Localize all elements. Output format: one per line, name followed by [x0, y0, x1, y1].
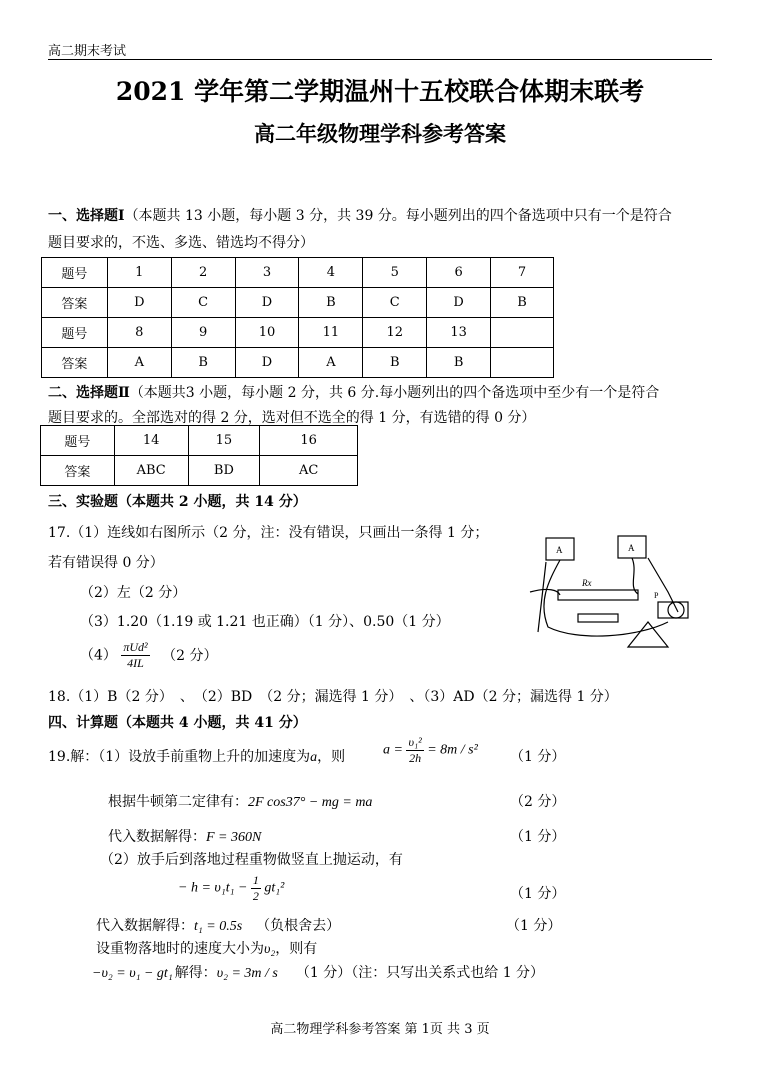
section2-line1: [48, 382, 659, 402]
table-row: [41, 456, 358, 486]
answer-cell: B: [171, 348, 235, 378]
q19-score-4: （1 分）: [510, 886, 566, 902]
answer-cell: [491, 318, 554, 348]
slide-rheostat: [558, 590, 638, 600]
q19-last-res: υ₂ = 3m / s: [216, 966, 278, 981]
q17-resistivity-fraction: [121, 640, 149, 671]
q19-v2-line: [96, 938, 317, 958]
section2-heading: 二、选择题Ⅱ: [48, 385, 130, 401]
answer-cell: A: [299, 348, 363, 378]
answer-cell: D: [235, 288, 299, 318]
q19-then: ，则: [317, 749, 346, 765]
q19-score-1: （1 分）: [510, 749, 566, 765]
battery: [578, 614, 618, 622]
answer-cell: 16: [260, 426, 358, 456]
q19-last-note: （1 分）（注：只写出关系式也给 1 分）: [295, 965, 545, 981]
q17-fraction-numerator: πUd²: [123, 640, 148, 654]
sub-title: 高二年级物理学科参考答案: [254, 121, 506, 146]
section3-heading: 三、实验题（本题共 2 小题，共 14 分）: [48, 494, 307, 510]
answer-cell: 4: [299, 258, 363, 288]
section4-heading: 四、计算题（本题共 4 小题，共 41 分）: [48, 715, 307, 731]
section2-desc-2: 题目要求的。全部选对的得 2 分，选对但不选全的得 1 分，有选错的得 0 分）: [48, 410, 536, 426]
q19-sub1-eq: F = 360N: [206, 830, 262, 845]
q17-part2: （2）左（2 分）: [80, 585, 187, 601]
q19-eq1-num: υ₁²: [408, 735, 422, 749]
p-label: P: [654, 591, 659, 600]
answer-cell: 12: [363, 318, 427, 348]
q18-answer: 18.（1）B（2 分） 、 （2）BD （2 分；漏选得 1 分） 、（3）AD（2 分；漏选得 1 分）: [48, 689, 618, 705]
q17-line2: 若有错误得 0 分）: [48, 555, 164, 571]
q19-newton-eq: 2F cos37° − mg = ma: [248, 795, 373, 810]
answer-cell: 13: [427, 318, 491, 348]
q19-last-line: [92, 962, 544, 982]
q19-eq1-fraction: [406, 735, 423, 766]
q19-score-3: （1 分）: [510, 829, 566, 845]
q19-var-a: a: [310, 750, 318, 765]
section1-desc-2: 题目要求的，不选、多选、错选均不得分）: [48, 235, 314, 251]
row-label-cell: 题号: [42, 258, 108, 288]
answer-cell: BD: [188, 456, 260, 486]
answer-cell: 1: [107, 258, 171, 288]
answer-cell: 15: [188, 426, 260, 456]
q19-intro-line: [48, 746, 345, 766]
q19-sub2-eq: t₁ = 0.5s: [194, 919, 243, 934]
q17-part4: [80, 640, 217, 671]
ammeter-2-label: A: [628, 543, 635, 553]
answer-cell: D: [107, 288, 171, 318]
row-label-cell: 题号: [42, 318, 108, 348]
page-footer: 高二物理学科参考答案 第 1页 共 3 页: [270, 1022, 490, 1037]
q19-eq1-rhs: = 8m / s²: [427, 742, 478, 758]
answer-cell: D: [235, 348, 299, 378]
q19-eq2-num: 1: [252, 873, 259, 887]
q19-last-label: 解得：: [174, 965, 217, 981]
table-row: [42, 258, 554, 288]
q19-part2: （2）放手后到落地过程重物做竖直上抛运动，有: [100, 852, 403, 868]
section1-desc: （本题共 13 小题，每小题 3 分，共 39 分。每小题列出的四个备选项中只有一个是符合: [124, 208, 672, 224]
q19-eq1: [383, 735, 478, 766]
q19-last-eq: −υ₂ = υ₁ − gt₁: [92, 966, 173, 981]
q19-eq2: [178, 873, 284, 904]
q17-part3: （3）1.20（1.19 或 1.21 也正确）（1 分）、0.50（1 分）: [80, 614, 450, 630]
q19-score-2: （2 分）: [510, 794, 566, 810]
table-row: [42, 348, 554, 378]
answer-cell: 11: [299, 318, 363, 348]
q17-line1: 17.（1）连线如右图所示（2 分，注：没有错误，只画出一条得 1 分；: [48, 525, 489, 541]
answer-cell: 5: [363, 258, 427, 288]
answer-cell: 9: [171, 318, 235, 348]
q19-sub1-line: [108, 826, 261, 846]
q19-v2-tail: ，则有: [275, 941, 318, 957]
q19-newton-label: 根据牛顿第二定律有：: [108, 794, 248, 810]
q19-eq2-rhs: gt₁²: [264, 880, 285, 896]
rx-label: Rx: [582, 578, 592, 588]
answer-cell: 7: [491, 258, 554, 288]
q19-eq2-fraction: [251, 873, 261, 904]
q17-part4-prefix: （4）: [80, 647, 117, 664]
table-row: [42, 288, 554, 318]
row-label-cell: 答案: [42, 288, 108, 318]
section2-desc: （本题共3 小题，每小题 2 分，共 6 分.每小题列出的四个备选项中至少有一个是符合: [129, 385, 660, 401]
header-rule: [48, 59, 712, 60]
answer-cell: C: [363, 288, 427, 318]
answer-cell: B: [427, 348, 491, 378]
section1-answer-table: [41, 257, 554, 378]
section1-line1: [48, 205, 672, 225]
row-label-cell: 题号: [41, 426, 115, 456]
answer-cell: D: [427, 288, 491, 318]
section1-heading: 一、选择题Ⅰ: [48, 208, 125, 224]
answer-cell: 14: [114, 426, 188, 456]
q19-intro: 19.解：（1）设放手前重物上升的加速度为: [48, 749, 311, 765]
q19-eq1-den: 2h: [409, 751, 422, 765]
answer-cell: [491, 348, 554, 378]
answer-cell: B: [363, 348, 427, 378]
q19-sub2-note: （负根舍去）: [256, 918, 341, 934]
q19-eq2-den: 2: [252, 889, 259, 903]
q19-sub1-label: 代入数据解得：: [108, 829, 206, 845]
answer-cell: A: [107, 348, 171, 378]
answer-cell: AC: [260, 456, 358, 486]
answer-cell: C: [171, 288, 235, 318]
row-label-cell: 答案: [42, 348, 108, 378]
answer-cell: ABC: [114, 456, 188, 486]
q19-newton-line: [108, 791, 372, 811]
q19-v2-text: 设重物落地时的速度大小为: [96, 941, 264, 957]
q17-fraction-denominator: 4IL: [127, 656, 144, 670]
q19-eq1-lhs: a =: [383, 742, 403, 758]
answer-cell: 3: [235, 258, 299, 288]
q17-part4-score: （2 分）: [162, 647, 218, 664]
answer-cell: 6: [427, 258, 491, 288]
section2-answer-table: [40, 425, 358, 486]
ammeter-1-label: A: [556, 545, 563, 555]
running-header: 高二期末考试: [48, 44, 127, 59]
table-row: [41, 426, 358, 456]
row-label-cell: 答案: [41, 456, 115, 486]
main-title: 2021 学年第二学期温州十五校联合体期末联考: [115, 77, 645, 106]
circuit-diagram: [518, 532, 698, 652]
answer-cell: B: [299, 288, 363, 318]
answer-cell: 8: [107, 318, 171, 348]
q19-sub2-label: 代入数据解得：: [96, 918, 194, 934]
answer-cell: 2: [171, 258, 235, 288]
q19-eq2-lhs: − h = υ₁t₁ −: [178, 880, 248, 896]
table-row: [42, 318, 554, 348]
answer-cell: B: [491, 288, 554, 318]
q19-score-5: （1 分）: [506, 918, 562, 934]
q19-sub2-line: [96, 915, 340, 935]
q19-v2-var: υ₂: [264, 942, 276, 957]
answer-cell: 10: [235, 318, 299, 348]
